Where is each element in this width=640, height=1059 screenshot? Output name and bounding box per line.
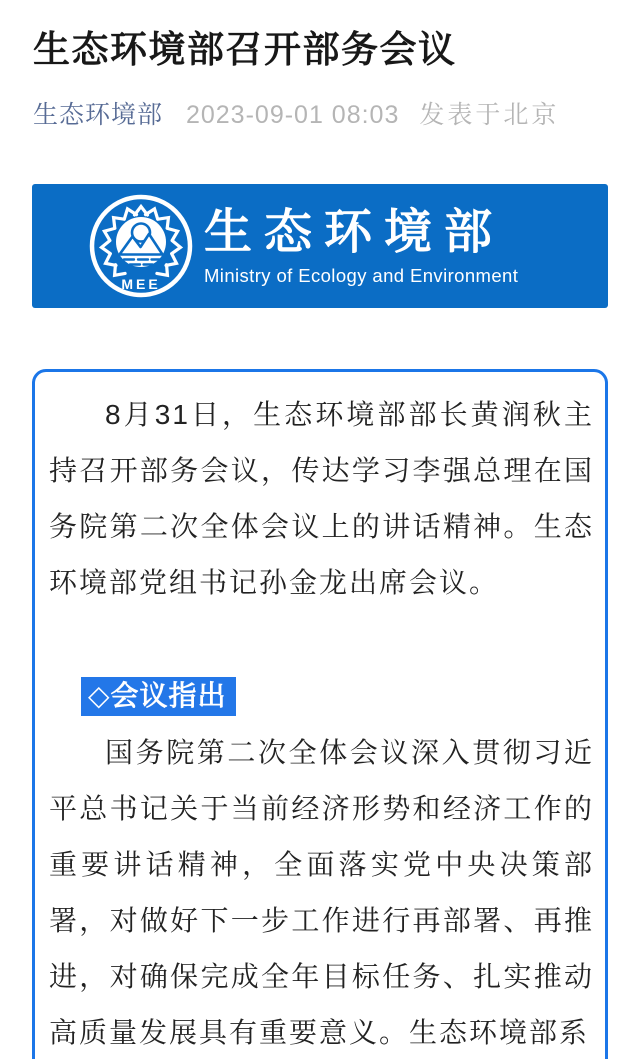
byline xyxy=(33,100,607,130)
mee-logo-abbr: MEE xyxy=(121,276,161,292)
publish-datetime: 2023-09-01 08:03 xyxy=(185,101,400,129)
account-link[interactable]: 生态环境部 xyxy=(33,101,164,129)
banner-org-name-cn: 生态环境部 xyxy=(204,205,505,259)
article-paragraph-1: 8月31日，生态环境部部长黄润秋主持召开部务会议，传达学习李强总理在国务院第二次全体会议上的讲话精神。生态环境部党组书记孙金龙出席会议。 xyxy=(49,399,594,598)
publish-location: 发表于北京 xyxy=(419,101,560,129)
section-badge-row xyxy=(49,677,594,716)
page-title: 生态环境部召开部务会议 xyxy=(33,29,457,70)
org-banner xyxy=(32,184,608,308)
article-card xyxy=(32,369,608,1059)
mee-logo-icon xyxy=(88,193,194,299)
banner-org-names xyxy=(204,207,518,286)
article-paragraph-2: 国务院第二次全体会议深入贯彻习近平总书记关于当前经济形势和经济工作的重要讲话精神，全面落实党中央决策部署，对做好下一步工作进行再部署、再推进，对确保完成全年目标任务、扎实推动高质量发展具有重要意义。生态环境部系 xyxy=(49,737,594,1048)
section-badge: ◇会议指出 xyxy=(81,677,236,716)
banner-org-name-en: Ministry of Ecology and Environment xyxy=(204,264,519,286)
